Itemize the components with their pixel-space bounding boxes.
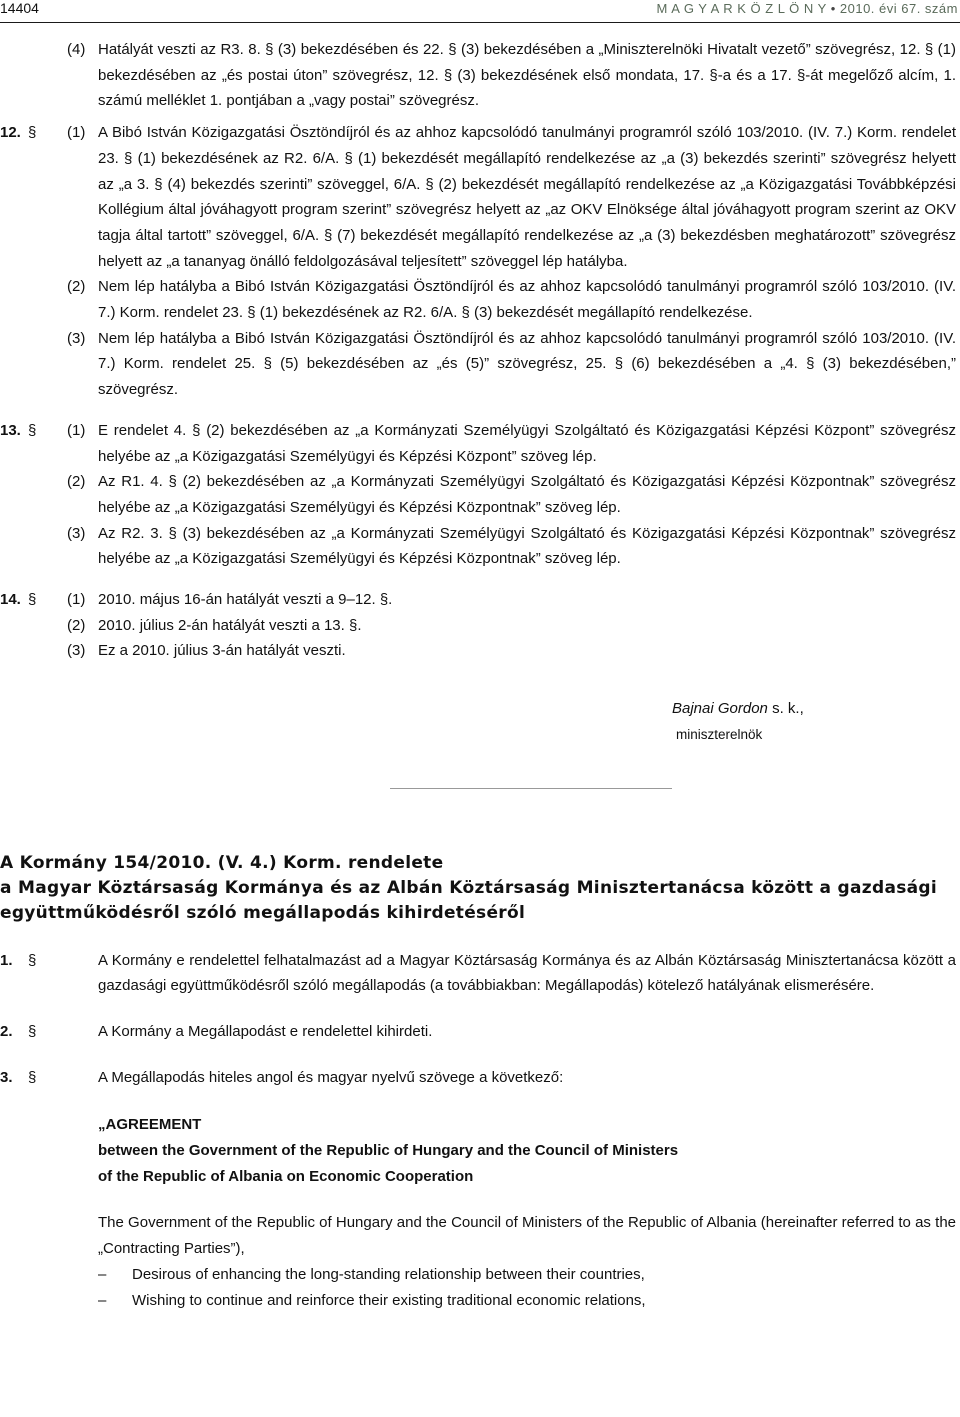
section-text: A Megállapodás hiteles angol és magyar nyelvű szövege a következő: [98, 1068, 564, 1086]
section-sign: § [28, 421, 37, 439]
section-14-paragraph-3 [0, 638, 960, 664]
paragraph-text: Nem lép hatályba a Bibó István Közigazgatási Ösztöndíjról és az ahhoz kapcsolódó tanulmányi programról szóló 103/2010. (IV. 7.) Korm. rendelet 23. § (1) bekezdésének az R2. 6/A. § (3) bekezdését megállapító rendelkezése. [98, 278, 956, 322]
section-11-paragraph-4 [0, 37, 960, 114]
section-number: 12. [0, 124, 21, 142]
paragraph-number: (1) [67, 421, 86, 439]
paragraph-number: (3) [67, 524, 86, 542]
paragraph-text: A Bibó István Közigazgatási Ösztöndíjról és az ahhoz kapcsolódó tanulmányi programról szóló 103/2010. (IV. 7.) Korm. rendelet 23. § (1) bekezdésének az R2. 6/A. § (1) bekezdését megállapító rendelkezése az „a (3) bekezdés szerinti” szövegrész helyett az „a 3. § (4) bekezdés szerinti” szöveggel, 6/A. § (2) bekezdését megállapító rendelkezése az „a Közigazgatási Továbbképzési Kollégium által jóváhagyott program szerint” szövegrész helyett az „az OKV Elnöksége által jóváhagyott program szerint az OKV tagja által tartott” szöveggel, 6/A. § (7) bekezdését megállapító rendelkezése az „a (3) bekezdésben meghatározott” szövegrész helyett az „a tananyag önálló feldolgozásával teljesített” szöveggel lép hatályba. [98, 124, 956, 270]
decree-title [0, 851, 960, 926]
paragraph-text: Az R1. 4. § (2) bekezdésében az „a Kormányzati Személyügyi Szolgáltató és Közigazgatási Képzési Központnak” szövegrész helyébe az „a Közigazgatási Személyügyi és Képzési Központnak” szöveg lép. [98, 473, 956, 516]
section-sign: § [28, 124, 37, 142]
section-12-paragraph-2 [0, 274, 960, 325]
separator-bullet: • [830, 1, 836, 16]
dash-bullet: – [98, 1265, 107, 1283]
section-number: 3. [0, 1068, 13, 1086]
section-13-paragraph-2 [0, 469, 960, 520]
decree-section-2 [0, 1019, 960, 1045]
decree-title-line-1: A Kormány 154/2010. (V. 4.) Korm. rendelete [0, 852, 444, 873]
section-number: 14. [0, 591, 21, 609]
decree-title-line-3: együttműködésről szóló megállapodás kihirdetéséről [0, 902, 526, 923]
section-sign: § [28, 591, 37, 609]
section-number: 13. [0, 421, 21, 439]
section-13-paragraph-3 [0, 521, 960, 572]
section-12-paragraph-1 [0, 120, 960, 274]
paragraph-text: E rendelet 4. § (2) bekezdésében az „a Kormányzati Személyügyi Szolgáltató és Közigazgatási Képzési Központ” szövegrész helyébe az „a Közigazgatási Személyügyi és Képzési Központ” szöveg lép. [98, 421, 956, 465]
paragraph-text: Az R2. 3. § (3) bekezdésében az „a Kormányzati Személyügyi Szolgáltató és Közigazgatási Képzési Központnak” szövegrész helyébe az „a Közigazgatási Személyügyi és Képzési Központnak” szöveg lép. [98, 524, 956, 568]
paragraph-text: Nem lép hatályba a Bibó István Közigazgatási Ösztöndíjról és az ahhoz kapcsolódó tanulmányi programról szóló 103/2010. (IV. 7.) Korm. rendelet 25. § (5) bekezdésében az „és (5)” szövegrész, 25. § (6) bekezdésében a „4. § (3) bekezdésében,” szövegrész. [98, 329, 956, 399]
journal-name: M A G Y A R K Ö Z L Ö N Y [656, 1, 827, 16]
signatory-title: miniszterelnök [676, 726, 763, 742]
section-12-paragraph-3 [0, 326, 960, 403]
issue-label: 2010. évi 67. szám [839, 1, 958, 16]
agreement-title-line-3: of the Republic of Albania on Economic Cooperation [98, 1168, 474, 1186]
section-13-paragraph-1 [0, 418, 960, 469]
preamble-item-text: Desirous of enhancing the long-standing relationship between their countries, [132, 1265, 645, 1283]
paragraph-number: (1) [67, 124, 86, 142]
paragraph-text: Hatályát veszti az R3. 8. § (3) bekezdésében és 22. § (3) bekezdésében a „Miniszterelnöki Hivatalt vezető” szövegrész, 12. § (1) bekezdésében az „és postai úton” szövegrész, 12. § (3) bekezdésének első mondata, 17. §-a és a 17. §-át megelőző alcím, 1. számú melléklet 1. pontjában a „vagy postai” szövegrész. [98, 41, 956, 110]
paragraph-number: (4) [67, 41, 86, 58]
section-number: 2. [0, 1022, 13, 1040]
section-text: A Kormány a Megállapodást e rendelettel kihirdeti. [98, 1022, 433, 1040]
page-number: 14404 [0, 0, 39, 16]
paragraph-text: 2010. május 16-án hatályát veszti a 9–12. §. [98, 591, 393, 609]
paragraph-text: 2010. július 2-án hatályát veszti a 13. §. [98, 616, 362, 634]
paragraph-number: (2) [67, 278, 86, 296]
section-sign: § [28, 951, 37, 969]
section-14-paragraph-1 [0, 587, 960, 613]
paragraph-number: (3) [67, 642, 86, 660]
agreement-title: „AGREEMENT [98, 1116, 202, 1134]
page-header [0, 0, 960, 23]
section-14-paragraph-2 [0, 613, 960, 639]
journal-issue [657, 0, 958, 22]
section-sign: § [28, 1068, 37, 1086]
signatory-suffix: s. k., [767, 700, 804, 718]
preamble-item [98, 1288, 960, 1314]
agreement-preamble: The Government of the Republic of Hungary and the Council of Ministers of the Republic of Albania (hereinafter referred to as the „Contracting Parties”), [98, 1214, 956, 1258]
paragraph-text: Ez a 2010. július 3-án hatályát veszti. [98, 642, 346, 660]
section-text: A Kormány e rendelettel felhatalmazást ad a Magyar Köztársaság Kormánya és az Albán Köztársaság Minisztertanácsa között a gazdasági együttműködésről szóló megállapodás (a továbbiakban: Megállapodás) kötelező hatályának elismerésére. [98, 951, 956, 995]
paragraph-number: (3) [67, 329, 86, 347]
section-sign: § [28, 1022, 37, 1040]
section-number: 1. [0, 951, 13, 969]
preamble-item [98, 1262, 960, 1288]
decree-section-1 [0, 948, 960, 999]
document-body [0, 37, 960, 1313]
dash-bullet: – [98, 1291, 107, 1309]
agreement-heading [98, 1112, 960, 1190]
preamble-item-text: Wishing to continue and reinforce their existing traditional economic relations, [132, 1291, 646, 1309]
signature-block [672, 696, 960, 747]
decree-section-3 [0, 1065, 960, 1091]
decree-title-line-2: a Magyar Köztársaság Kormánya és az Albán Köztársaság Minisztertanácsa között a gazdasági [0, 877, 938, 898]
paragraph-number: (1) [67, 591, 86, 609]
paragraph-number: (2) [67, 473, 86, 491]
paragraph-number: (2) [67, 616, 86, 634]
signatory-name: Bajnai Gordon [672, 700, 768, 718]
agreement-title-line-2: between the Government of the Republic of Hungary and the Council of Ministers [98, 1142, 679, 1160]
